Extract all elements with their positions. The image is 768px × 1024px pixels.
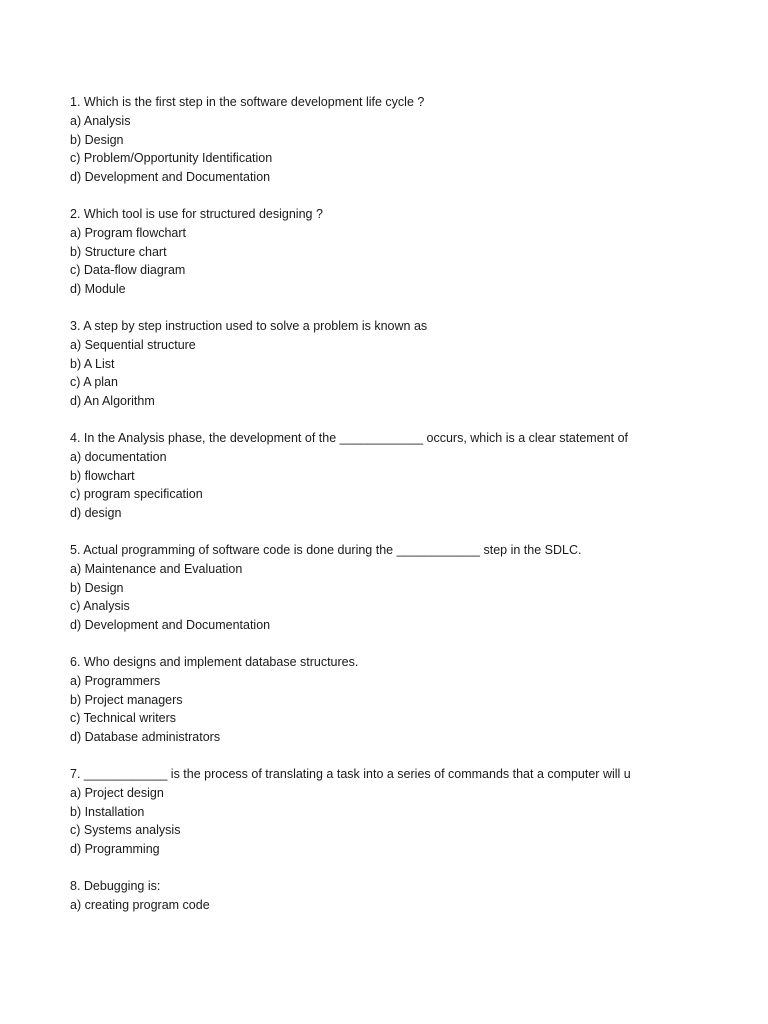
option-b: b) Design — [70, 580, 124, 595]
option-a: a) documentation — [70, 449, 167, 464]
question-text: 6. Who designs and implement database structures. — [70, 654, 359, 669]
question-3 — [70, 317, 636, 411]
question-6 — [70, 653, 636, 747]
question-text: 4. In the Analysis phase, the development of the ____________ occurs, which is a clear statement of — [70, 430, 628, 445]
option-b: b) Installation — [70, 804, 145, 819]
question-text: 8. Debugging is: — [70, 878, 161, 893]
option-d: d) Module — [70, 282, 126, 297]
option-b: b) A List — [70, 356, 115, 371]
option-c: c) Data-flow diagram — [70, 263, 186, 278]
option-a: a) Maintenance and Evaluation — [70, 561, 243, 576]
option-b: b) flowchart — [70, 468, 135, 483]
option-a: a) Program flowchart — [70, 225, 187, 240]
option-c: c) Systems analysis — [70, 823, 181, 838]
option-d: d) An Algorithm — [70, 394, 155, 409]
option-c: c) A plan — [70, 375, 118, 390]
question-text: 1. Which is the first step in the software development life cycle ? — [70, 95, 425, 109]
option-a: a) Programmers — [70, 673, 161, 688]
question-text: 7. ____________ is the process of translating a task into a series of commands that a computer will u — [70, 766, 631, 781]
option-a: a) creating program code — [70, 897, 210, 912]
option-a: a) Project design — [70, 785, 164, 800]
question-8 — [70, 877, 636, 915]
option-b: b) Design — [70, 132, 124, 147]
question-5 — [70, 541, 636, 635]
option-d: d) Development and Documentation — [70, 618, 271, 633]
question-text: 2. Which tool is use for structured designing ? — [70, 206, 323, 221]
quiz-document — [70, 93, 636, 932]
option-c: c) Analysis — [70, 599, 130, 614]
option-c: c) Problem/Opportunity Identification — [70, 151, 273, 166]
option-d: d) Development and Documentation — [70, 170, 271, 185]
question-7 — [70, 765, 636, 859]
option-d: d) Database administrators — [70, 730, 221, 745]
option-c: c) Technical writers — [70, 711, 177, 726]
question-text: 5. Actual programming of software code is done during the ____________ step in the SDLC. — [70, 542, 582, 557]
option-b: b) Project managers — [70, 692, 183, 707]
question-text: 3. A step by step instruction used to solve a problem is known as — [70, 318, 428, 333]
option-b: b) Structure chart — [70, 244, 167, 259]
question-4 — [70, 429, 636, 523]
question-1 — [70, 93, 636, 187]
option-d: d) Programming — [70, 842, 160, 857]
option-a: a) Sequential structure — [70, 337, 196, 352]
option-d: d) design — [70, 506, 122, 521]
option-a: a) Analysis — [70, 113, 131, 128]
question-2 — [70, 205, 636, 299]
option-c: c) program specification — [70, 487, 203, 502]
